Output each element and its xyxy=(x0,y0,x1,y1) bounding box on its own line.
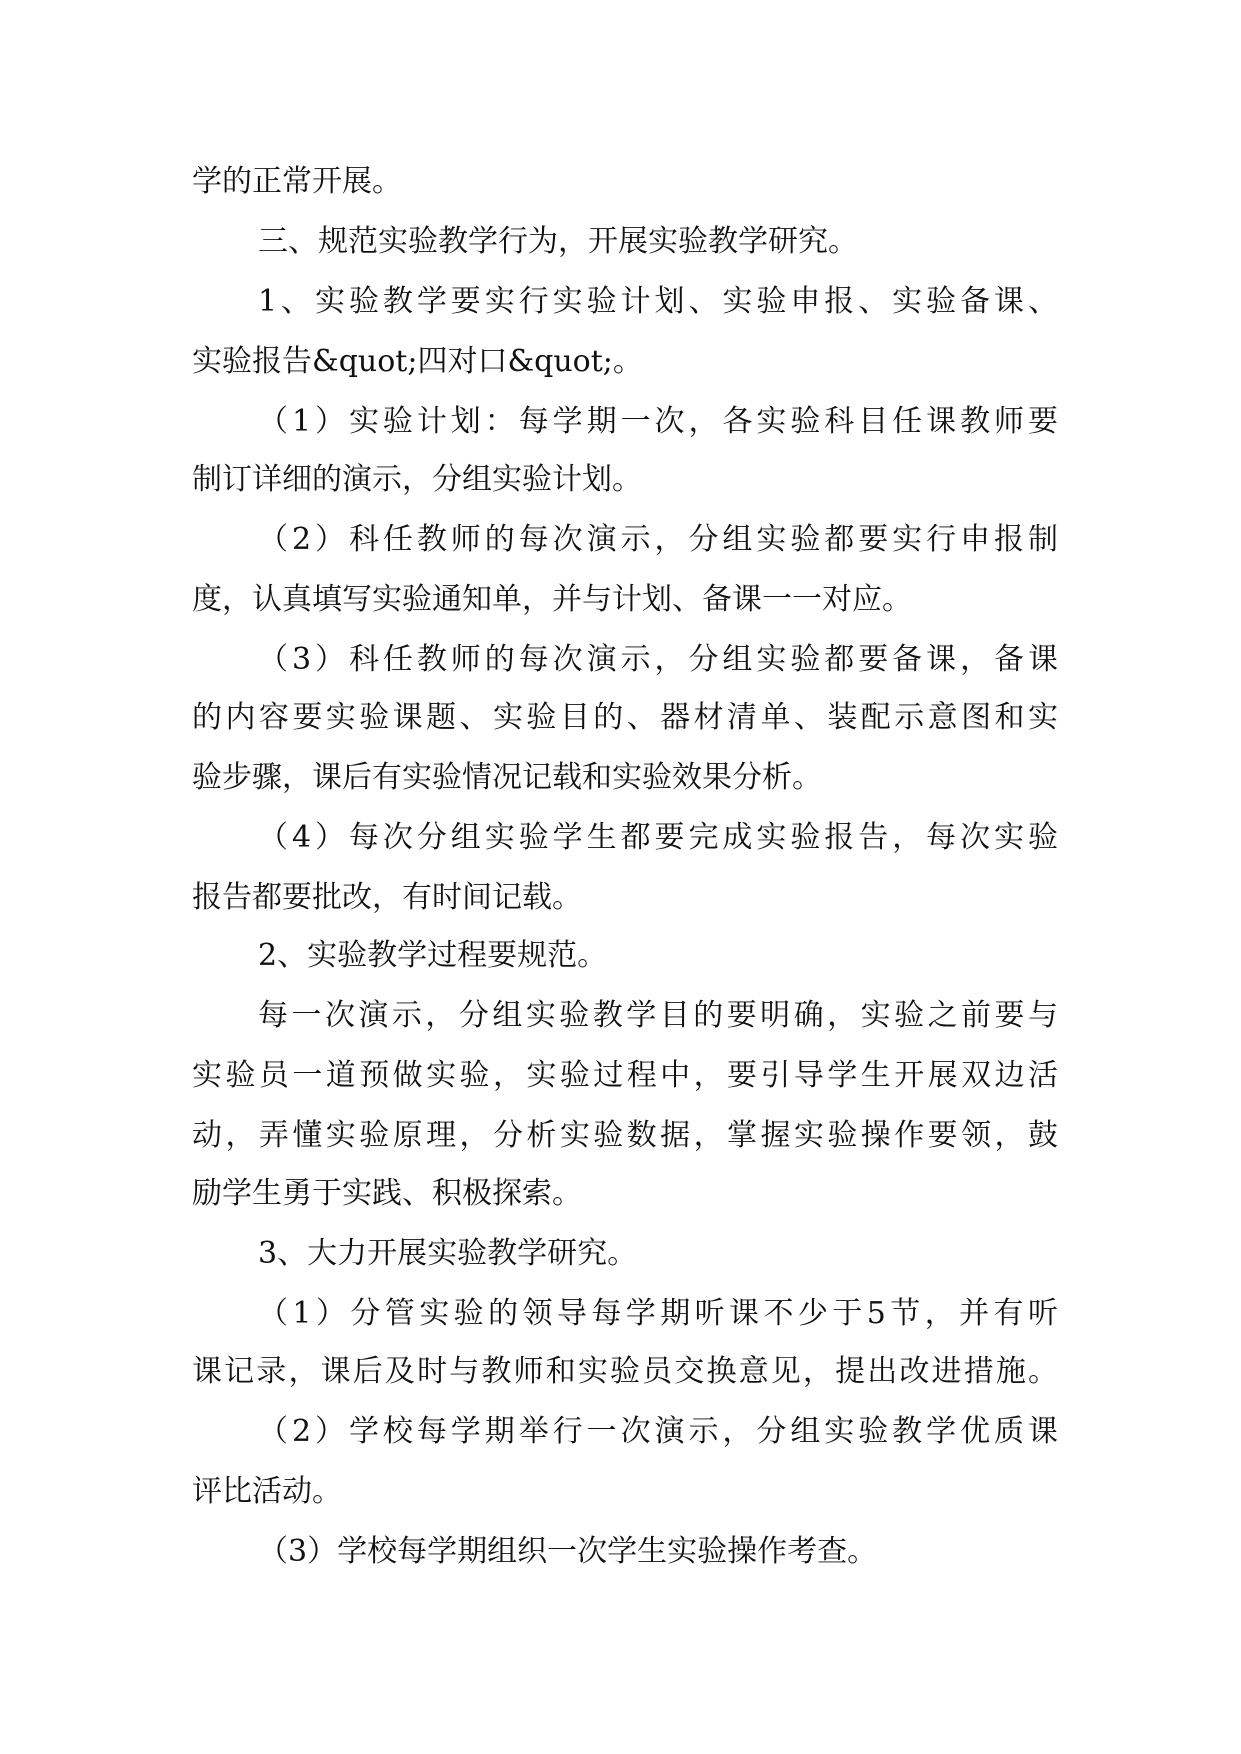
section-heading: 三、规范实验教学行为，开展实验教学研究。 xyxy=(258,224,858,259)
text-line: （3）科任教师的每次演示，分组实验都要备课，备课 xyxy=(258,642,1058,677)
text-line: （2）学校每学期举行一次演示，分组实验教学优质课 xyxy=(258,1414,1058,1449)
text-line: 课记录，课后及时与教师和实验员交换意见，提出改进措施。 xyxy=(192,1354,1058,1389)
text-line: （3）学校每学期组织一次学生实验操作考查。 xyxy=(258,1534,878,1569)
text-line: 每一次演示，分组实验教学目的要明确，实验之前要与 xyxy=(258,998,1058,1033)
text-line: （1）分管实验的领导每学期听课不少于5节，并有听 xyxy=(258,1296,1058,1331)
text-line: 实验员一道预做实验，实验过程中，要引导学生开展双边活 xyxy=(192,1058,1058,1093)
text-line: 实验报告&quot;四对口&quot;。 xyxy=(192,344,643,379)
text-line: 1、实验教学要实行实验计划、实验申报、实验备课、 xyxy=(258,284,1058,319)
text-line: （2）科任教师的每次演示，分组实验都要实行申报制 xyxy=(258,522,1058,557)
text-line: 度，认真填写实验通知单，并与计划、备课一一对应。 xyxy=(192,582,912,617)
text-line: 学的正常开展。 xyxy=(192,164,402,199)
text-line: 制订详细的演示，分组实验计划。 xyxy=(192,462,642,497)
text-line: 3、大力开展实验教学研究。 xyxy=(258,1236,638,1271)
text-line: 的内容要实验课题、实验目的、器材清单、装配示意图和实 xyxy=(192,700,1058,735)
text-line: 报告都要批改，有时间记载。 xyxy=(192,880,582,915)
text-line: 励学生勇于实践、积极探索。 xyxy=(192,1176,582,1211)
text-line: （1）实验计划：每学期一次，各实验科目任课教师要 xyxy=(258,404,1058,439)
text-line: 评比活动。 xyxy=(192,1474,342,1509)
text-line: 2、实验教学过程要规范。 xyxy=(258,938,608,973)
text-line: （4）每次分组实验学生都要完成实验报告，每次实验 xyxy=(258,820,1058,855)
text-line: 动，弄懂实验原理，分析实验数据，掌握实验操作要领，鼓 xyxy=(192,1118,1058,1153)
text-line: 验步骤，课后有实验情况记载和实验效果分析。 xyxy=(192,760,822,795)
